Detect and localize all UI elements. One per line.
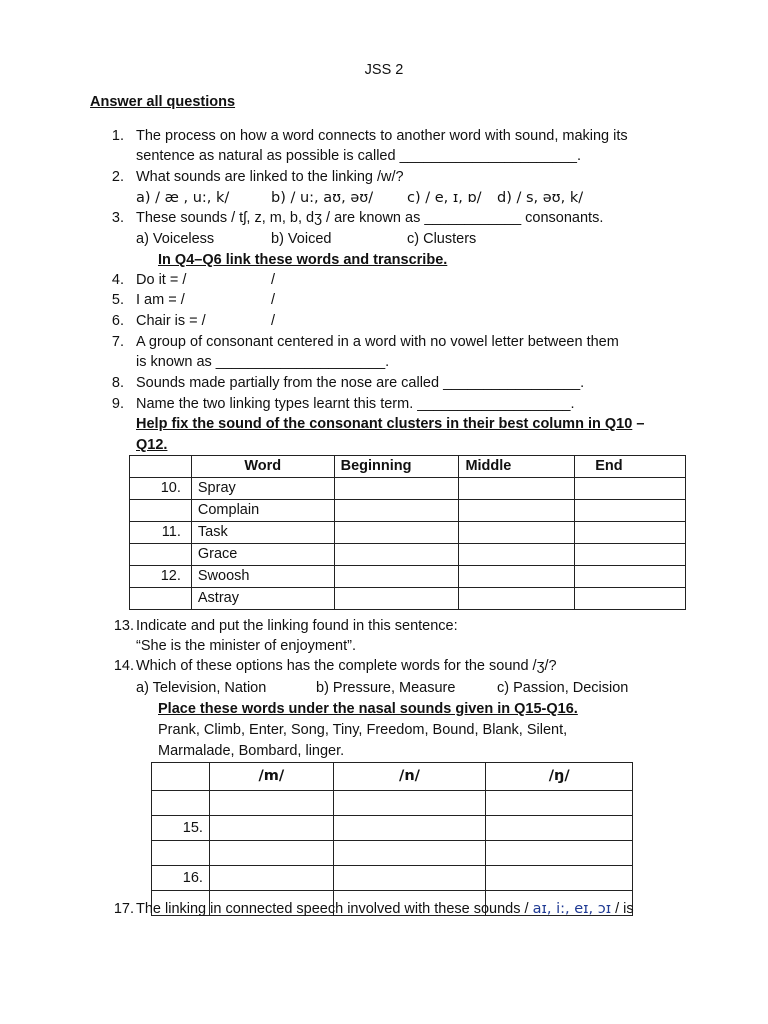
header-middle: Middle [459, 456, 575, 478]
question-3-option-a: a) Voiceless [136, 231, 215, 247]
table-row [130, 566, 686, 588]
question-number: 8. [111, 375, 124, 391]
question-number: 9. [111, 396, 124, 412]
row-number [152, 791, 210, 816]
table-row [152, 791, 633, 816]
question-2-text: What sounds are linked to the linking /w/? [136, 169, 404, 185]
row-number [130, 588, 192, 610]
row-word: Spray [191, 478, 334, 500]
question-13-text: Indicate and put the linking found in this sentence: [136, 618, 458, 634]
question-7-text-cont: is known as _____________________. [136, 354, 390, 370]
row-word: Astray [191, 588, 334, 610]
row-word: Swoosh [191, 566, 334, 588]
answer-cell[interactable] [333, 866, 486, 891]
header-m: /m/ [209, 763, 333, 791]
answer-cell[interactable] [333, 841, 486, 866]
instruction-dash: – [632, 416, 645, 432]
row-number: 11. [130, 522, 192, 544]
table-row [130, 588, 686, 610]
answer-cell[interactable] [333, 816, 486, 841]
table-header-row [152, 763, 633, 791]
question-17-sounds: aɪ, i:, eɪ, ɔɪ [532, 901, 612, 917]
question-2-option-d: d) / s, əʊ, k/ [497, 190, 584, 206]
table-row [130, 500, 686, 522]
row-number [130, 544, 192, 566]
table-row [152, 866, 633, 891]
question-5-slash: / [271, 292, 276, 308]
answer-cell[interactable] [209, 866, 333, 891]
row-number [152, 841, 210, 866]
table-row [130, 544, 686, 566]
question-2-option-c: c) / e, ɪ, ɒ/ [407, 190, 482, 206]
instruction-q10-q12 [136, 415, 644, 433]
answer-cell[interactable] [334, 544, 459, 566]
row-number: 12. [130, 566, 192, 588]
question-7-text: A group of consonant centered in a word with no vowel letter between them [136, 334, 619, 350]
table-row [130, 522, 686, 544]
question-17-prefix: The linking in connected speech involved with these sounds / [136, 901, 533, 917]
question-number: 14. [113, 658, 134, 674]
answer-cell[interactable] [486, 866, 633, 891]
question-4-text: Do it = / [136, 272, 187, 288]
question-14-option-c: c) Passion, Decision [497, 680, 629, 696]
question-number: 13. [113, 618, 134, 634]
question-17-suffix: / is [611, 901, 634, 917]
question-number: 1. [111, 128, 124, 144]
question-2-option-a: a) / æ , u:, k/ [136, 190, 230, 206]
question-number: 2. [111, 169, 124, 185]
question-6-slash: / [271, 313, 276, 329]
answer-cell[interactable] [575, 478, 686, 500]
answer-cell[interactable] [575, 500, 686, 522]
word-list: Prank, Climb, Enter, Song, Tiny, Freedom, Bound, Blank, Silent, [158, 722, 568, 738]
header-end: End [575, 456, 686, 478]
row-word: Complain [191, 500, 334, 522]
word-list-cont: Marmalade, Bombard, linger. [158, 743, 345, 759]
question-number: 17. [113, 901, 134, 917]
question-9-text: Name the two linking types learnt this term. ___________________. [136, 396, 575, 412]
header-cell [152, 763, 210, 791]
question-14-text: Which of these options has the complete words for the sound /ʒ/? [136, 658, 557, 674]
row-word: Grace [191, 544, 334, 566]
answer-cell[interactable] [575, 588, 686, 610]
answer-cell[interactable] [486, 791, 633, 816]
answer-cell[interactable] [459, 478, 575, 500]
question-3-option-c: c) Clusters [407, 231, 477, 247]
answer-cell[interactable] [486, 841, 633, 866]
question-2-option-b: b) / u:, aʊ, əʊ/ [271, 190, 374, 206]
answer-cell[interactable] [334, 522, 459, 544]
instruction-q4-q6: In Q4–Q6 link these words and transcribe. [158, 252, 448, 268]
question-1-text: The process on how a word connects to another word with sound, making its [136, 128, 628, 144]
answer-cell[interactable] [575, 566, 686, 588]
question-number: 7. [111, 334, 124, 350]
answer-cell[interactable] [333, 791, 486, 816]
answer-cell[interactable] [486, 816, 633, 841]
answer-cell[interactable] [209, 791, 333, 816]
question-5-text: I am = / [136, 292, 185, 308]
answer-cell[interactable] [459, 522, 575, 544]
answer-cell[interactable] [209, 816, 333, 841]
question-14-option-b: b) Pressure, Measure [316, 680, 456, 696]
header-word: Word [191, 456, 334, 478]
section-heading: Answer all questions [90, 94, 236, 110]
row-number [130, 500, 192, 522]
instruction-q10-q12-cont: Q12. [136, 437, 168, 453]
answer-cell[interactable] [334, 588, 459, 610]
nasal-sounds-table [151, 762, 633, 916]
instruction-q15-q16: Place these words under the nasal sounds given in Q15-Q16. [158, 701, 578, 717]
answer-cell[interactable] [334, 478, 459, 500]
answer-cell[interactable] [459, 588, 575, 610]
question-3-option-b: b) Voiced [271, 231, 332, 247]
question-number: 6. [111, 313, 124, 329]
row-number: 10. [130, 478, 192, 500]
header-n: /n/ [333, 763, 486, 791]
question-6-text: Chair is = / [136, 313, 206, 329]
table-row [152, 816, 633, 841]
instruction-q10-q12-text: Help fix the sound of the consonant clusters in their best column in Q10 [136, 416, 633, 432]
question-17-text [136, 900, 634, 918]
page-title: JSS 2 [364, 62, 404, 78]
answer-cell[interactable] [575, 522, 686, 544]
table-header-row [130, 456, 686, 478]
answer-cell[interactable] [334, 566, 459, 588]
header-ng: /ŋ/ [486, 763, 633, 791]
row-number: 15. [152, 816, 210, 841]
answer-cell[interactable] [209, 841, 333, 866]
header-cell [130, 456, 192, 478]
consonant-cluster-table [129, 455, 686, 610]
answer-cell[interactable] [459, 566, 575, 588]
table-row [130, 478, 686, 500]
header-beginning: Beginning [334, 456, 459, 478]
answer-cell[interactable] [334, 500, 459, 522]
row-number: 16. [152, 866, 210, 891]
row-word: Task [191, 522, 334, 544]
question-number: 3. [111, 210, 124, 226]
answer-cell[interactable] [459, 544, 575, 566]
question-14-option-a: a) Television, Nation [136, 680, 267, 696]
question-number: 5. [111, 292, 124, 308]
question-13-sentence: “She is the minister of enjoyment”. [136, 638, 357, 654]
question-4-slash: / [271, 272, 276, 288]
question-1-text-cont: sentence as natural as possible is called ______________________. [136, 148, 582, 164]
table-row [152, 841, 633, 866]
answer-cell[interactable] [459, 500, 575, 522]
question-3-text: These sounds / tʃ, z, m, b, dʒ / are known as ____________ consonants. [136, 210, 604, 226]
answer-cell[interactable] [575, 544, 686, 566]
question-number: 4. [111, 272, 124, 288]
question-8-text: Sounds made partially from the nose are called _________________. [136, 375, 585, 391]
